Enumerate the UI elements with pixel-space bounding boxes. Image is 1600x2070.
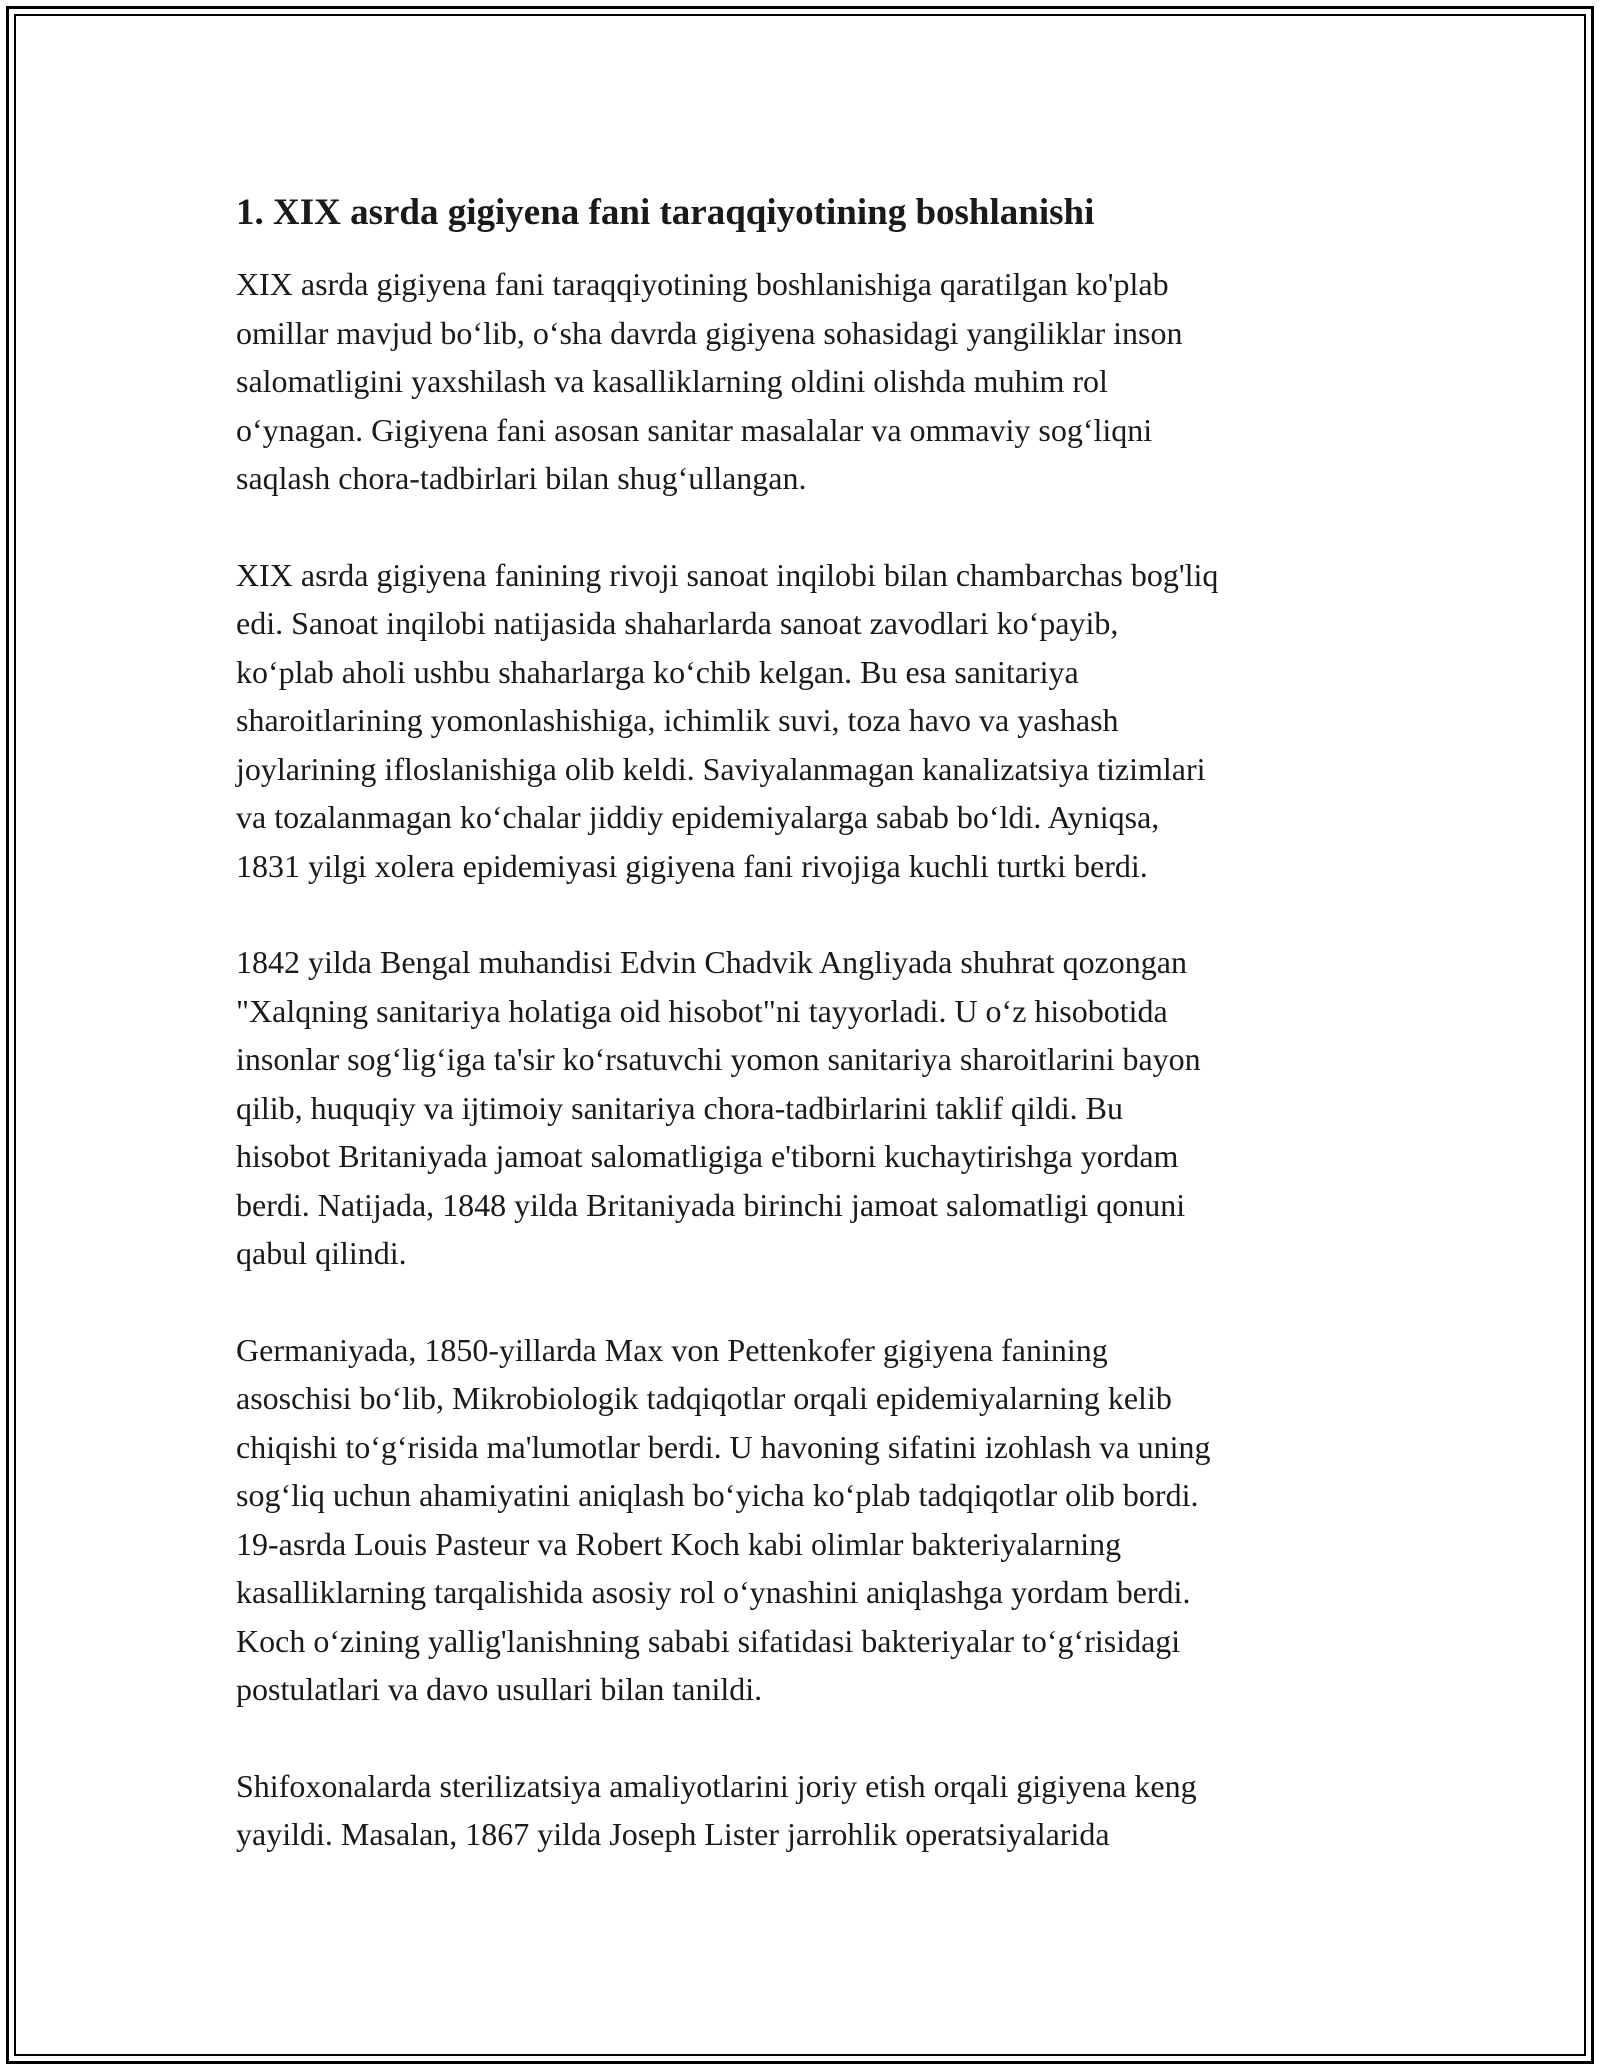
document-body (236, 190, 1366, 1907)
section-heading: 1. XIX asrda gigiyena fani taraqqiyotining boshlanishi (236, 192, 1095, 233)
paragraph-1: XIX asrda gigiyena fani taraqqiyotining boshlanishiga qaratilgan ko'plab omillar mavjud bo‘lib, o‘sha davrda gigiyena sohasidagi yangiliklar inson salomatligini yaxshilash va kasalliklarning oldini olishda muhim rol o‘ynagan. Gigiyena fani asosan sanitar masalalar va ommaviy sog‘liqni saqlash chora-tadbirlari bilan shug‘ullangan. (236, 266, 1183, 496)
paragraph-3: 1842 yilda Bengal muhandisi Edvin Chadvik Angliyada shuhrat qozongan "Xalqning sanitariya holatiga oid hisobot"ni tayyorladi. U o‘z hisobotida insonlar sog‘lig‘iga ta'sir ko‘rsatuvchi yomon sanitariya sharoitlarini bayon qilib, huquqiy va ijtimoiy sanitariya chora-tadbirlarini taklif qildi. Bu hisobot Britaniyada jamoat salomatligiga e'tiborni kuchaytirishga yordam berdi. Natijada, 1848 yilda Britaniyada birinchi jamoat salomatligi qonuni qabul qilindi. (236, 944, 1201, 1271)
paragraph-5: Shifoxonalarda sterilizatsiya amaliyotlarini joriy etish orqali gigiyena keng yayildi. Masalan, 1867 yilda Joseph Lister jarrohlik operatsiyalarida (236, 1767, 1197, 1852)
paragraph-4: Germaniyada, 1850-yillarda Max von Pettenkofer gigiyena fanining asoschisi bo‘lib, Mikrobiologik tadqiqotlar orqali epidemiyalarning kelib chiqishi to‘g‘risida ma'lumotlar berdi. U havoning sifatini izohlash va uning sog‘liq uchun ahamiyatini aniqlash bo‘yicha ko‘plab tadqiqotlar olib bordi. 19-asrda Louis Pasteur va Robert Koch kabi olimlar bakteriyalarning kasalliklarning tarqalishida asosiy rol o‘ynashini aniqlashga yordam berdi. Koch o‘zining yallig'lanishning sababi sifatidasi bakteriyalar to‘g‘risidagi postulatlari va davo usullari bilan tanildi. (236, 1331, 1211, 1707)
paragraph-2: XIX asrda gigiyena fanining rivoji sanoat inqilobi bilan chambarchas bog'liq edi. Sanoat inqilobi natijasida shaharlarda sanoat zavodlari ko‘payib, ko‘plab aholi ushbu shaharlarga ko‘chib kelgan. Bu esa sanitariya sharoitlarining yomonlashishiga, ichimlik suvi, toza havo va yashash joylarining ifloslanishiga olib keldi. Saviyalanmagan kanalizatsiya tizimlari va tozalanmagan ko‘chalar jiddiy epidemiyalarga sabab bo‘ldi. Ayniqsa, 1831 yilgi xolera epidemiyasi gigiyena fani rivojiga kuchli turtki berdi. (236, 556, 1219, 884)
